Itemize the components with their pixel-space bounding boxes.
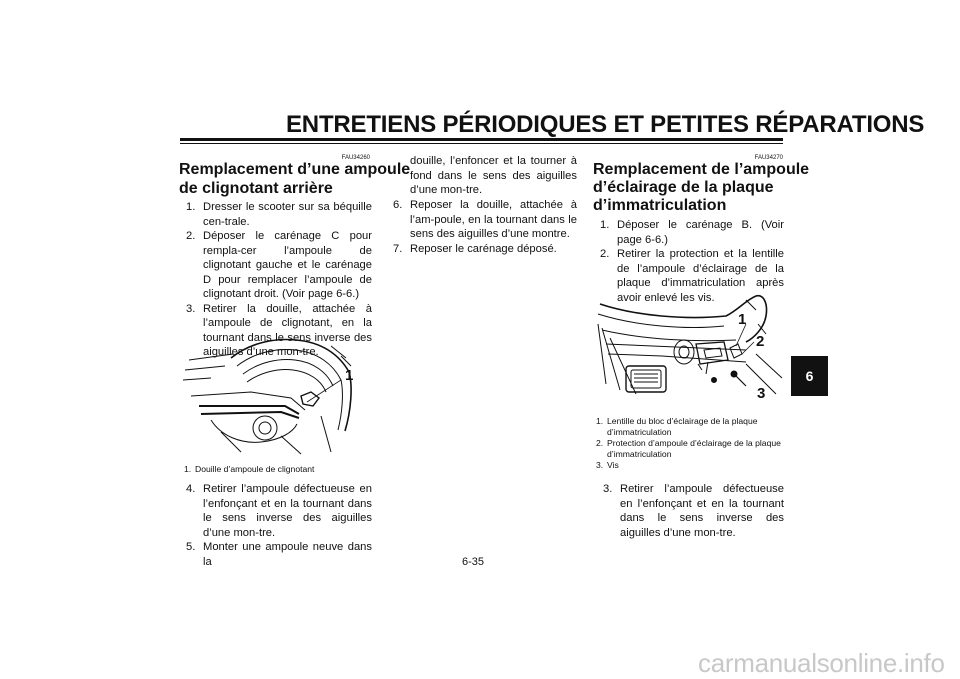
list-item: 6. Reposer la douille, attachée à l’am-poule, en la tournant dans le sens des aiguilles d’une montre. [393,199,577,240]
title-rule-thick [180,138,783,141]
section-heading-line1: Remplacement d’une ampoule [179,161,411,178]
steps-list-b [186,482,372,569]
caption-item: 1. Lentille du bloc d’éclairage de la plaque d’immatriculation [596,416,758,437]
steps-list-a [600,218,784,305]
list-item: 3. Retirer l’ampoule défectueuse en l’enfonçant et en la tournant dans le sens inverse des aiguilles d’une mon-tre. [603,483,784,539]
section-code: FAU34260 [341,155,370,161]
list-item: 4. Retirer l’ampoule défectueuse en l’enfonçant et en la tournant dans le sens inverse des aiguilles d’une mon-tre. [186,483,372,539]
list-item: 1. Dresser le scooter sur sa béquille cen-trale. [186,201,372,228]
caption-item: 2. Protection d’ampoule d’éclairage de la plaque d’immatriculation [596,438,781,459]
caption-item: 3. Vis [596,460,619,470]
figure-caption [596,416,784,471]
chapter-tab[interactable]: 6 [791,356,828,396]
figure-label: 1 [738,311,747,328]
watermark: carmanualsonline.info [698,648,945,678]
section-heading-line2: d’éclairage de la plaque [593,179,774,196]
section-code: FAU34270 [754,155,783,161]
steps-list-b [603,482,784,540]
continued-text: douille, l’enfoncer et la tourner à fond dans le sens des aiguilles d’une mon-tre. [410,155,577,196]
caption-item: 1. Douille d’ampoule de clignotant [184,464,315,474]
list-item: 1. Déposer le carénage B. (Voir page 6-6.) [600,219,784,246]
page-title: ENTRETIENS PÉRIODIQUES ET PETITES RÉPARATIONS [286,111,925,138]
list-item: 2. Déposer le carénage C pour rempla-cer l’ampoule de clignotant gauche et le carénage D pour remplacer l’ampoule de clignotant droit. (Voir page 6-6.) [186,230,372,300]
list-item: 2. Retirer la protection et la lentille de l’ampoule d’éclairage de la plaque d’immatriculation après avoir enlevé les vis. [600,248,784,304]
section-heading-line3: d’immatriculation [593,197,727,214]
figure-label: 1 [345,367,354,384]
section-heading-line2: de clignotant arrière [179,180,333,197]
section-heading-line1: Remplacement de l’ampoule [593,161,810,178]
list-item: 7. Reposer le carénage déposé. [393,242,557,255]
figure-label: 3 [757,385,766,402]
figure-label: 2 [756,333,765,350]
list-item: 3. Retirer la douille, attachée à l’ampoule de clignotant, en la tournant dans le sens inverse des aiguilles d’une mon-tre. [186,302,372,358]
list-item: 5. Monter une ampoule neuve dans la [186,541,372,568]
title-rule-thin [180,143,783,144]
page-number: 6-35 [462,556,485,568]
steps-list-middle [393,198,577,256]
license-plate-light-illustration [596,294,786,406]
figure-caption [184,464,370,475]
turn-signal-socket-illustration [181,336,372,456]
